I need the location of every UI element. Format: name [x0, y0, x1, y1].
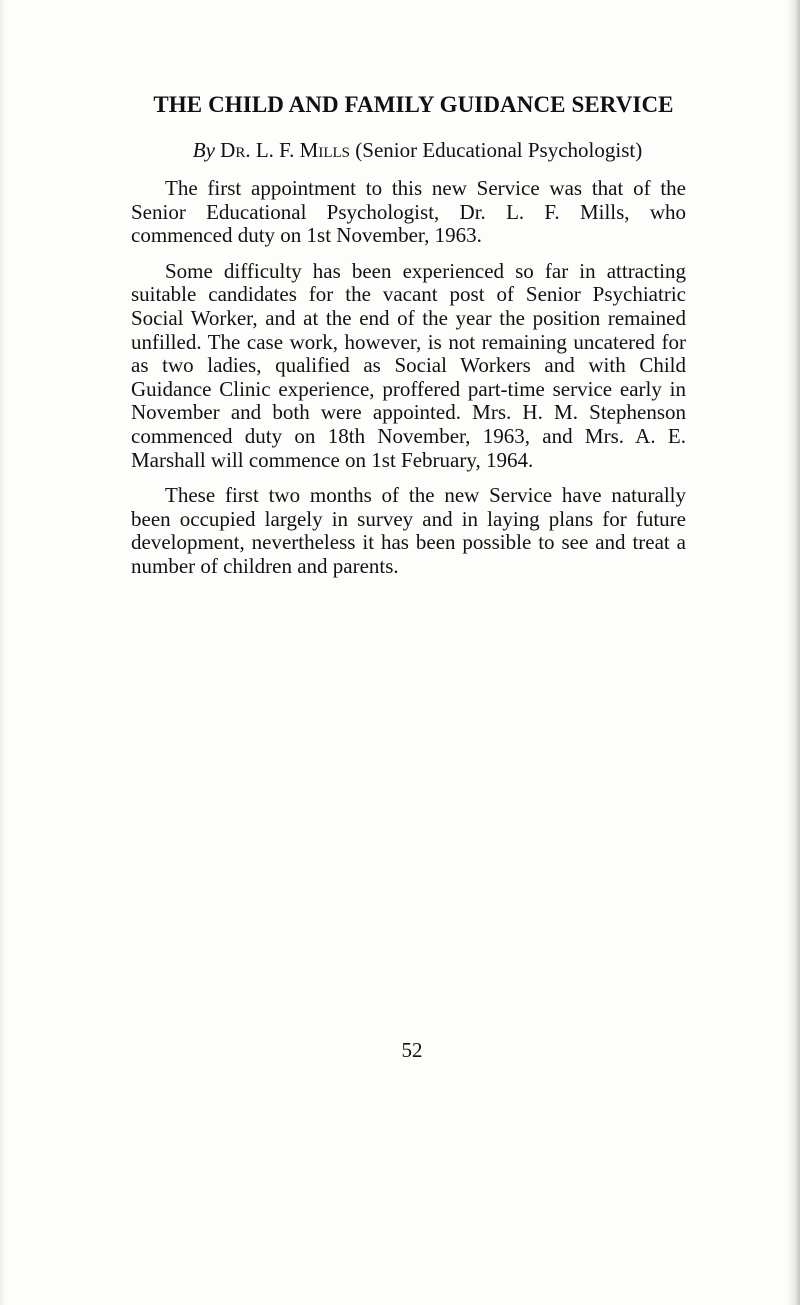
byline-author-name-wrap: [256, 138, 350, 162]
document-title: THE CHILD AND FAMILY GUIDANCE SERVICE: [153, 92, 674, 117]
document-body: [131, 90, 686, 591]
paragraph-3: These first two months of the new Service have naturally been occupied largely in survey and in laying plans for future development, nevertheless it has been possible to see and treat a number of children and parents.: [131, 483, 686, 578]
paragraph-2: Some difficulty has been experienced so far in attracting suitable candidates for the vacant post of Senior Psychiatric Social Worker, and at the end of the year the position remained unfilled. The case work, however, is not remaining uncatered for as two ladies, qualified as Social Workers and with Child Guidance Clinic experience, proffered part-time service early in November and both were appointed. Mrs. H. M. Stephenson commenced duty on 18th November, 1963, and Mrs. A. E. Marshall will commence on 1st February, 1964.: [131, 258, 686, 472]
byline: [149, 136, 686, 164]
byline-role: (Senior Educational Psychologist): [355, 138, 643, 162]
page-number: 52: [401, 1038, 423, 1062]
byline-prefix: By: [192, 138, 215, 162]
byline-author-initials: L. F.: [255, 138, 295, 162]
byline-author-title: Dr.: [220, 138, 251, 162]
byline-author-surname: Mills: [299, 138, 351, 162]
page-left-edge: [0, 0, 6, 1305]
paragraph-1: The first appointment to this new Service was that of the Senior Educational Psychologist, Dr. L. F. Mills, who commenced duty on 1st November, 1963.: [131, 176, 686, 248]
page-right-edge: [786, 0, 800, 1305]
